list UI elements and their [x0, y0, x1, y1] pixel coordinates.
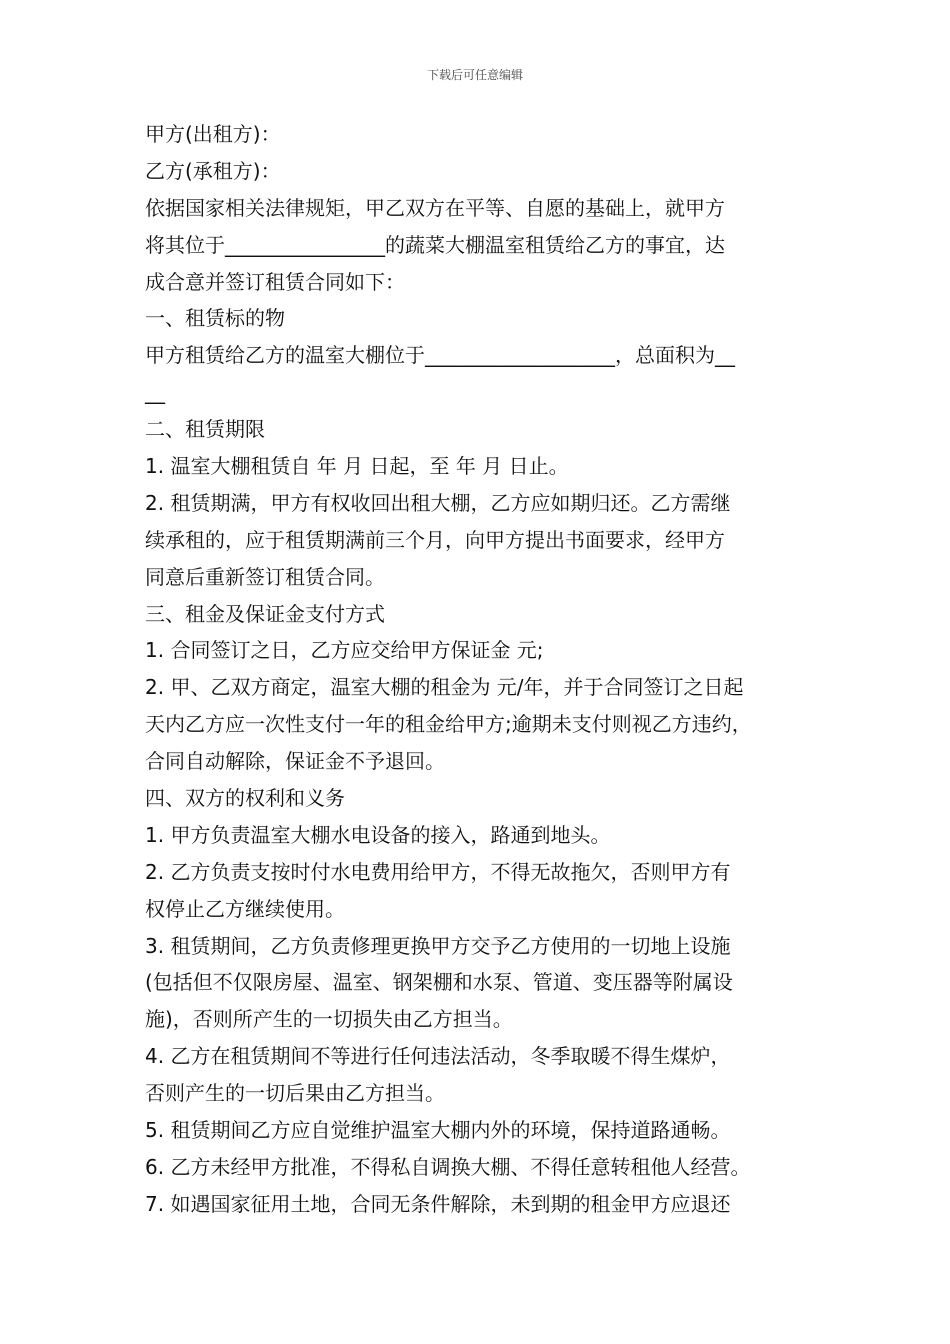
text-line: 四、双方的权利和义务	[145, 786, 345, 811]
text-line: 7. 如遇国家征用土地，合同无条件解除，未到期的租金甲方应退还	[145, 1191, 731, 1216]
text-line: 成合意并签订租赁合同如下：	[145, 269, 405, 294]
text-line: 将其位于________________的蔬菜大棚温室租赁给乙方的事宜，达	[145, 232, 725, 257]
text-line: 4. 乙方在租赁期间不等进行任何违法活动，冬季取暖不得生煤炉，	[145, 1044, 731, 1069]
text-line: 5. 租赁期间乙方应自觉维护温室大棚内外的环境，保持道路通畅。	[145, 1118, 731, 1143]
text-line: 权停止乙方继续使用。	[145, 896, 345, 921]
text-line: 2. 租赁期满，甲方有权收回出租大棚，乙方应如期归还。乙方需继	[145, 490, 731, 515]
text-line: 同意后重新签订租赁合同。	[145, 564, 385, 589]
page-header-note: 下载后可任意编辑	[426, 68, 523, 82]
text-line: 1. 合同签订之日，乙方应交给甲方保证金 元;	[145, 638, 544, 663]
text-line: 甲方租赁给乙方的温室大棚位于___________________，总面积为__	[145, 343, 735, 368]
text-line: 二、租赁期限	[145, 417, 265, 442]
text-line: 甲方(出租方)：	[145, 122, 281, 146]
text-line: 依据国家相关法律规矩，甲乙双方在平等、自愿的基础上，就甲方	[145, 195, 725, 220]
text-line: (包括但不仅限房屋、温室、钢架棚和水泵、管道、变压器等附属设	[145, 970, 733, 995]
text-line: 2. 甲、乙双方商定，温室大棚的租金为 元/年，并于合同签订之日起	[145, 675, 744, 700]
text-line: 三、租金及保证金支付方式	[145, 601, 385, 626]
text-line: 施)，否则所产生的一切损失由乙方担当。	[145, 1007, 513, 1032]
text-line: 合同自动解除，保证金不予退回。	[145, 749, 445, 774]
text-line: 否则产生的一切后果由乙方担当。	[145, 1081, 445, 1106]
text-line: 一、租赁标的物	[145, 306, 285, 331]
text-line: 6. 乙方未经甲方批准，不得私自调换大棚、不得任意转租他人经营。	[145, 1154, 751, 1179]
text-line: 续承租的，应于租赁期满前三个月，向甲方提出书面要求，经甲方	[145, 527, 725, 552]
text-line: 乙方(承租方)：	[145, 158, 281, 183]
text-line: 2. 乙方负责支按时付水电费用给甲方，不得无故拖欠，否则甲方有	[145, 859, 731, 884]
text-line: 1. 温室大棚租赁自 年 月 日起，至 年 月 日止。	[145, 454, 569, 479]
text-line: 天内乙方应一次性支付一年的租金给甲方;逾期未支付则视乙方违约，	[145, 712, 752, 737]
contract-body	[145, 116, 825, 1223]
text-line: 3. 租赁期间，乙方负责修理更换甲方交予乙方使用的一切地上设施	[145, 933, 731, 958]
text-line: __	[145, 380, 165, 405]
text-line: 1. 甲方负责温室大棚水电设备的接入，路通到地头。	[145, 822, 611, 847]
